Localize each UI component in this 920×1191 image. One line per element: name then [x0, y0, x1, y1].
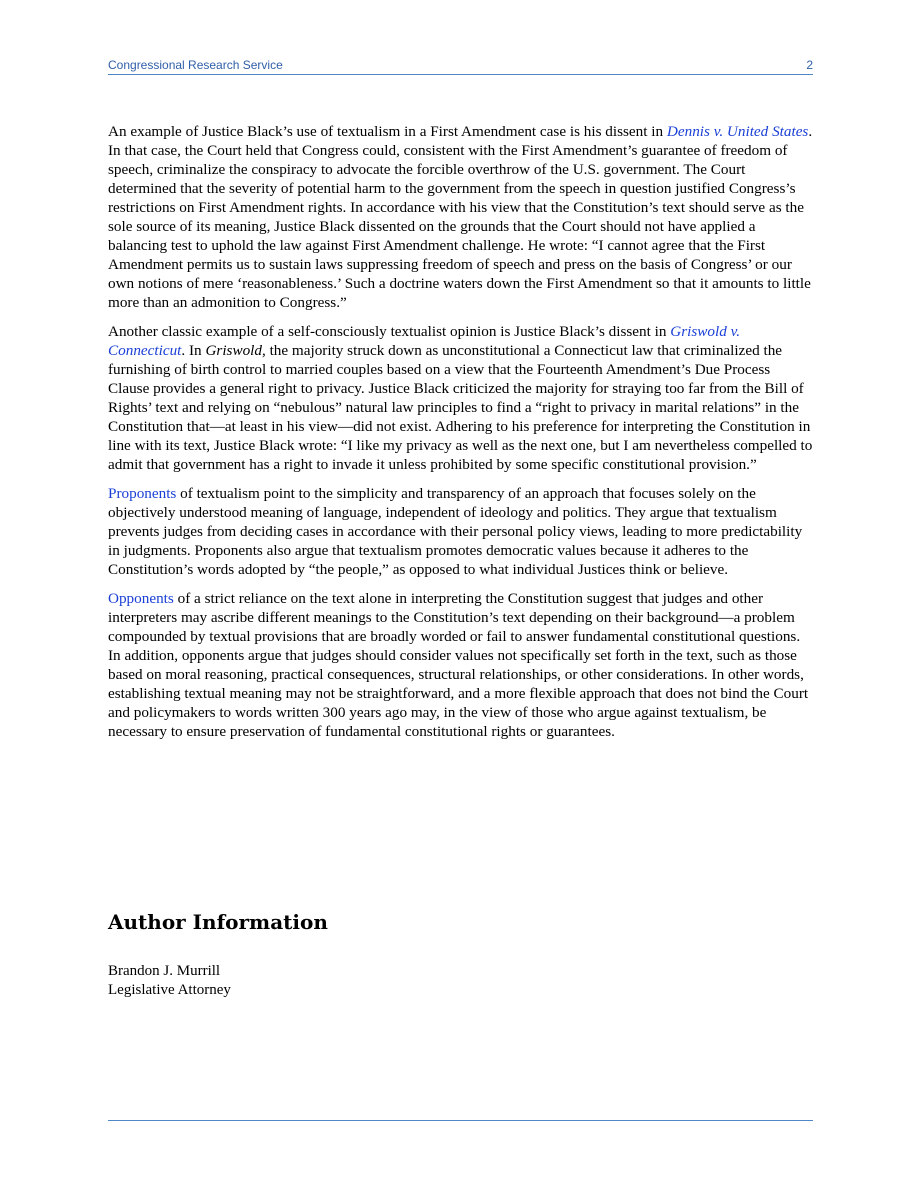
author-title: Legislative Attorney: [108, 982, 231, 998]
paragraph-text: Another classic example of a self-consciously textualist opinion is Justice Black’s dissent in: [108, 323, 671, 340]
page-number: 2: [806, 58, 813, 72]
paragraph-text: . In: [181, 342, 206, 359]
author-information-heading: Author Information: [108, 910, 328, 934]
paragraph-text: , the majority struck down as unconstitutional a Connecticut law that criminalized the furnishing of birth control to married couples based on a view that the Fourteenth Amendment’s Due Process Clause provides a general right to privacy. Justice Black criticized the majority for straying too far from the Bill of Rights’ text and relying on “nebulous” natural law principles to find a “right to privacy in marital relations” in the Constitution that—at least in his view—did not exist. Adhering to his preference for interpreting the Constitution in line with its text, Justice Black wrote: “I like my privacy as well as the next one, but I am nevertheless compelled to admit that government has a right to invade it unless prohibited by some specific constitutional provision.”: [108, 342, 813, 473]
paragraph-text: . In that case, the Court held that Congress could, consistent with the First Amendment’s guarantee of freedom of speech, criminalize the conspiracy to advocate the forcible overthrow of the U.S. government. The Court determined that the severity of potential harm to the government from the speech in question justified Congress’s restrictions on First Amendment rights. In accordance with his view that the Constitution’s text should serve as the sole source of its meaning, Justice Black dissented on the grounds that the Court should not have applied a balancing test to uphold the law against First Amendment challenge. He wrote: “I cannot agree that the First Amendment permits us to sustain laws suppressing freedom of speech and press on the basis of Congress’ or our own notions of mere ‘reasonableness.’ Such a doctrine waters down the First Amendment so that it amounts to little more than an admonition to Congress.”: [108, 123, 813, 311]
page-header: [108, 56, 813, 75]
opponents-link[interactable]: Opponents: [108, 590, 174, 607]
griswold-case-link[interactable]: Griswold v. Connecticut: [108, 323, 741, 359]
document-body: [108, 122, 814, 751]
author-name: Brandon J. Murrill: [108, 963, 221, 979]
footer-rule: [108, 1120, 813, 1121]
author-block: [108, 962, 231, 1000]
case-name-emphasis: Griswold: [205, 342, 262, 359]
dennis-case-link[interactable]: Dennis v. United States: [666, 123, 809, 140]
header-organization: Congressional Research Service: [108, 58, 283, 72]
paragraph-text: An example of Justice Black’s use of textualism in a First Amendment case is his dissent in: [108, 123, 667, 140]
paragraph-griswold: [108, 322, 814, 474]
paragraph-opponents: [108, 589, 814, 741]
paragraph-text: of textualism point to the simplicity and transparency of an approach that focuses solely on the objectively understood meaning of language, independent of ideology and politics. They argue that textualism prevents judges from deciding cases in accordance with their personal policy views, leading to more predictability in judgments. Proponents also argue that textualism promotes democratic values because it adheres to the Constitution’s words adopted by “the people,” as opposed to what individual Justices think or believe.: [108, 485, 803, 578]
paragraph-text: of a strict reliance on the text alone in interpreting the Constitution suggest that judges and other interpreters may ascribe different meanings to the Constitution’s text depending on their background—a problem compounded by textual provisions that are broadly worded or fail to answer fundamental constitutional questions. In addition, opponents argue that judges should consider values not specifically set forth in the text, such as those based on moral reasoning, practical consequences, structural relationships, or other considerations. In other words, establishing textual meaning may not be straightforward, and a more flexible approach that does not bind the Court and policymakers to words written 300 years ago may, in the view of those who argue against textualism, be necessary to ensure preservation of fundamental constitutional rights or guarantees.: [108, 590, 809, 740]
paragraph-proponents: [108, 484, 814, 579]
proponents-link[interactable]: Proponents: [108, 485, 177, 502]
paragraph-dennis: [108, 122, 814, 312]
